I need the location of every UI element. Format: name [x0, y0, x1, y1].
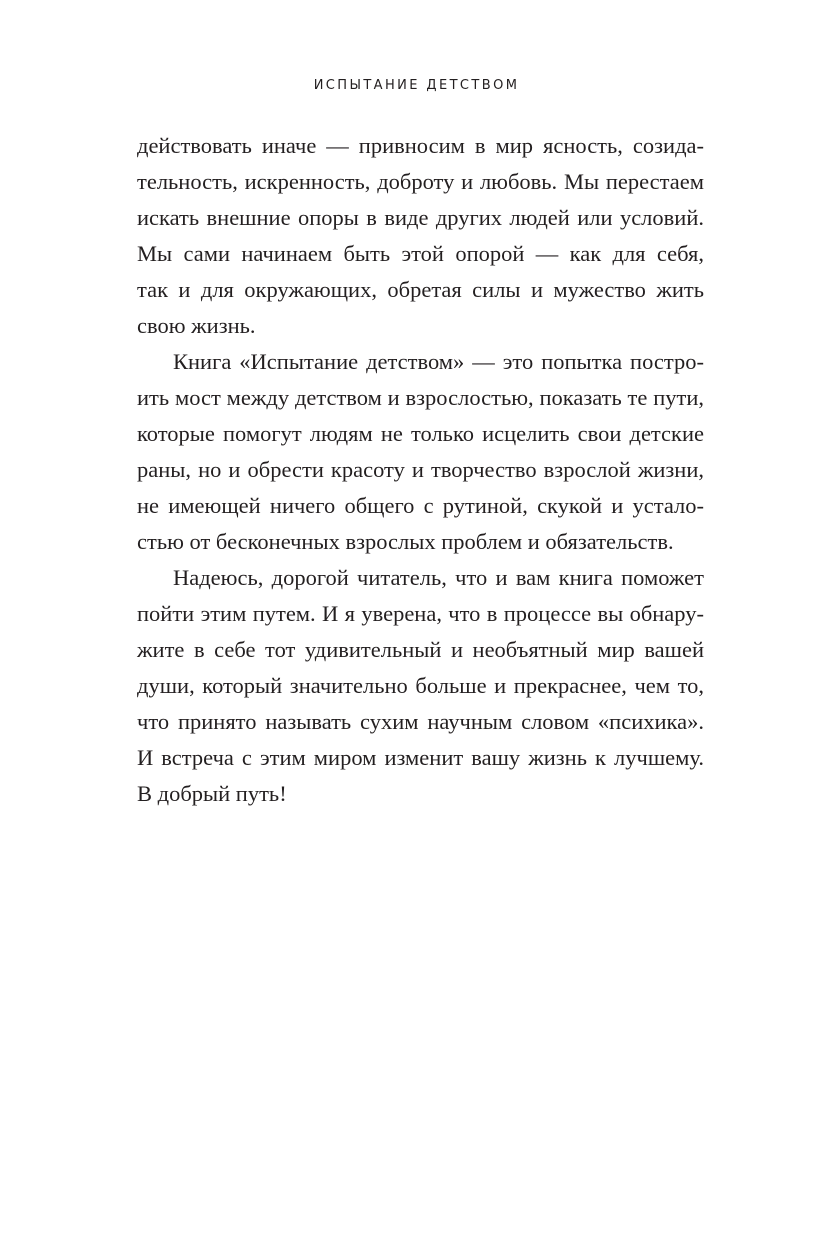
paragraph-3 — [137, 560, 704, 812]
text-line: И встреча с этим миром изменит вашу жизнь к лучшему. — [137, 745, 704, 770]
paragraph-2 — [137, 344, 704, 560]
text-line: Мы сами начинаем быть этой опорой — как для себя, — [137, 241, 704, 266]
text-line: Книга «Испытание детством» — это попытка постро- — [173, 349, 704, 374]
text-line: ить мост между детством и взрослостью, показать те пути, — [137, 385, 704, 410]
text-line: искать внешние опоры в виде других людей или условий. — [137, 205, 704, 230]
running-head: ИСПЫТАНИЕ ДЕТСТВОМ — [313, 78, 520, 93]
text-line: которые помогут людям не только исцелить свои детские — [137, 421, 704, 446]
text-line: Надеюсь, дорогой читатель, что и вам книга поможет — [173, 565, 704, 590]
text-line: так и для окружающих, обретая силы и мужество жить — [137, 277, 704, 302]
text-line: В добрый путь! — [137, 781, 287, 806]
text-line: пойти этим путем. И я уверена, что в процессе вы обнару- — [137, 601, 704, 626]
body-text — [137, 128, 704, 812]
paragraph-1 — [137, 128, 704, 344]
text-line: не имеющей ничего общего с рутиной, скукой и устало- — [137, 493, 704, 518]
text-line: стью от бесконечных взрослых проблем и обязательств. — [137, 529, 674, 554]
text-line: жите в себе тот удивительный и необъятный мир вашей — [137, 637, 704, 662]
text-line: действовать иначе — привносим в мир ясность, созида- — [137, 133, 704, 158]
text-line: свою жизнь. — [137, 313, 256, 338]
text-line: тельность, искренность, доброту и любовь. Мы перестаем — [137, 169, 704, 194]
text-line: что принято называть сухим научным словом «психика». — [137, 709, 704, 734]
text-line: раны, но и обрести красоту и творчество взрослой жизни, — [137, 457, 704, 482]
text-line: души, который значительно больше и прекраснее, чем то, — [137, 673, 704, 698]
